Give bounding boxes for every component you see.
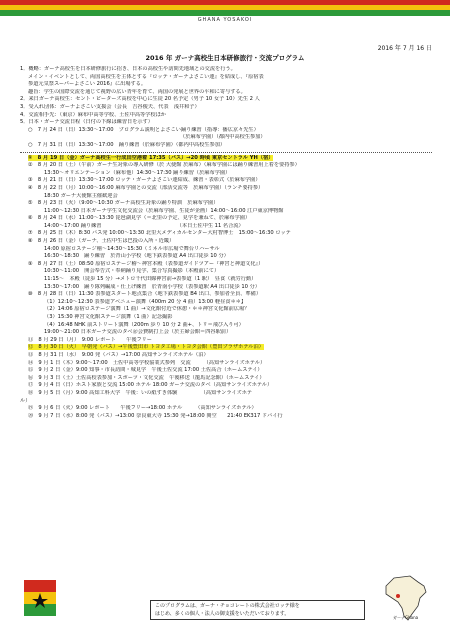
schedule-item-note: 18:30 ガーナ大使館主催歓迎会 <box>44 192 118 199</box>
sponsor-line-1: このプログラムは、ガーナ・チョコレートの株式会社ロッテ様を <box>155 603 300 609</box>
schedule-item: ⑱ 9 月 5 日（月）9:00 高知工科大学 午後：いの紙すき体験 （高知サンライズホテ <box>28 389 253 396</box>
page-title: 2016 年 ガーナ高校生日本研修旅行・交流プログラム <box>145 54 305 62</box>
schedule-item: ⑯ 9 月 3 日（土）土佐高校表参加・スポーツ・文化交流 午後移送（龍馬記念館）（ホームステイ） <box>28 374 265 381</box>
host-org-line: 3．受入れ団体：ガーナよさこい支援会（会長 吉谷俊夫、代表 浅井和子） <box>20 103 200 110</box>
toyota-highlight: ⑫ 8 月 30 日（火） 早朝発（バス）→午後豊田市 トヨタ工場・トヨタ会館（豊田プラザホテル泊） <box>28 344 264 351</box>
flag-band-green <box>0 10 450 16</box>
document-date: 2016 年 7 月 16 日 <box>377 45 432 52</box>
schedule-item <box>20 155 432 163</box>
schedule-item-note: 16:30〜18:30 踊り練習 於青山小学校（地下鉄表参道 A4 出口徒歩 10 分） <box>44 253 229 260</box>
schedule-item-wrap: ル） <box>20 397 31 404</box>
schedule-item: ⑧ 8 月 26 日（金）（ガーナ、土佐中生は巴投の入所・近畿） <box>28 238 175 245</box>
schedule-item-note: 10:30〜11:00 開会奉告式・奉納踊り見学、集合写真撮影（本殿前にて） <box>44 268 220 275</box>
schedule-item: ④ 8 月 22 日（月）10:00〜16:00 麻布学園との交流（部活交流等 於麻布学園）（ランチ要持参） <box>28 184 264 191</box>
sponsor-note <box>150 600 365 620</box>
schedule-item: ⑭ 9 月 1 日（木）9:00〜17:00 土佐中高等学校協業式参列 交流 （高知サンライズホテル） <box>28 359 266 366</box>
overview-line: 1．概略：ガーナ高校生を日本研修旅行に招き、日本の高校生や訪問先地域との交流を行う。 <box>20 66 236 72</box>
schedule-item-note: 11:15〜 本殿（徒歩 15 分）→メトロ千代田線神宮前→表参道（1 駅） 昼食（就労行動） <box>44 276 257 283</box>
schedule-item: ⑤ 8 月 23 日（火）（9:00〜10:30 ガーナ高校生対象の踊り特訓 於麻布学園） <box>28 200 219 207</box>
schedule-item-note: （4）16:48 NHK 前ストリート演舞（200m 歩り 10 分 2 曲+、トリ＝飛び入り可） <box>44 321 244 328</box>
schedule-body <box>20 66 432 420</box>
divider <box>20 152 432 153</box>
schedule-item: ○ 7 月 24 日（日）13:30〜17:00 プログラム説明とよさこい踊り練習（指導：播広京々先生） <box>28 126 259 133</box>
schedule-item: ⑬ 8 月 31 日（水） 9:00 発（バス）→17:00 高知サンライズホテル（泊） <box>28 351 209 358</box>
purpose-line: 趣旨：学生の国際交流を通じて視野の広い青年を育て、両国の発展と世界の平和に寄与する。 <box>28 88 246 95</box>
overview-line: メイン・イベントとして、両国高校生を主体とする『ロッテ・ガーナよさこい連』を結成し、『原宿表 <box>28 73 264 80</box>
schedule-item: ⑨ 8 月 27 日（土）08:50 原宿ロステージ稽〜神宮本殿（表参道ガイドツアー『神宮と神道文化』） <box>28 260 264 267</box>
schedule-item: ⑥ 8 月 24 日（水）11:00〜13:30 琵琶湖見学（＝北里の予定、見学を兼ねて、於麻布学園） <box>28 215 251 222</box>
schedule-item-note: 19:00〜21:00 日本ガーナ交流のタベ＠会費制打上会（於主婦会館＝四谷駅前） <box>44 329 232 336</box>
schedule-item-note: 13:30〜17:00 踊り隊列編成・仕上げ練習 於青南小学校（表参道駅 A4 出口徒歩 10 分） <box>44 283 260 290</box>
schedule-item: ⑪ 8 月 29 日（月） 9:00 レポート 午後フリー <box>28 336 152 343</box>
schedule-item-note: （3）15:30 神宮文化館ステージ演舞（1 曲）記念撮影 <box>44 314 173 320</box>
overview-line: 参道元気祭スーパーよさこい 2016』に出場する。 <box>28 81 147 88</box>
banner-text: GHANA YOSAKOI <box>197 17 253 23</box>
partners-line: 4．交流相手先：（東京）麻布中高等学校、土佐中高等学校ほか <box>20 111 166 118</box>
schedule-item: ⑩ 8 月 28 日（日）11:30 表参道スタート地点集合（地下鉄表参道 B4 出口、参加者全員、準備） <box>28 291 262 298</box>
schedule-item: ⑳ 9 月 7 日（水）8:00 発（バス）→13:00 奈良東大寺 15:30 発→18:00 関空 21:40 EK317 ドバイ行 <box>28 412 283 419</box>
ghana-star-decoration-icon <box>22 578 58 620</box>
schedule-item: ○ 7 月 31 日（日）13:30〜17:00 踊り練習（於麻布学園）（都内中高校生参加） <box>28 141 226 148</box>
schedule-item: ⑦ 8 月 25 日（木）8:30 バス発 10:00〜13:30 北里大メディカルセンター大村智博士 15:00〜16:30 ロッテ <box>28 230 291 237</box>
schedule-heading: 5．日本・ガーナ交流日程（日付の下線は練習日を示す） <box>20 119 153 126</box>
students-line: 2．来日ガーナ高校生：セント・ピーターズ高校を中心に生徒 20 名予定（男子 10 女子 10）先生 2 人 <box>20 96 260 103</box>
schedule-item-note: 11:00〜12:30 日本ガーナ学生文化交流会（於麻布学園、生徒が企画）14:00〜16:00 江戸東京博物館 <box>44 207 284 214</box>
schedule-item-note: （於麻布学園）（都内中高校生参加） <box>180 134 266 141</box>
schedule-item <box>20 344 432 352</box>
schedule-item-note: （2）14:06 原宿ロステージ演舞（1 曲）→文化館付近で休憩・＊＊神宮文化館前広場？ <box>44 306 250 313</box>
arrival-highlight: ① 8 月 19 日（金）ガーナ高校生一行成田空港着 17:35（バス）→20 時頃 東京セントラル YH（宿） <box>28 154 274 161</box>
schedule-item-note: 13:30〜オリエンテーション（麻布他）14:30〜17:30 踊り練習（於麻布学園） <box>44 169 231 176</box>
schedule-item-note: （1）12:10〜12:30 表参道アベニュー演舞（400m 20 分 4 曲）13:00 軽昼食＊＊】 <box>44 298 247 305</box>
schedule-item: ⑲ 9 月 6 日（火）9:00 レポート 午後フリー→18:00 ホテル （高知サンライズホテル） <box>28 405 257 412</box>
schedule-item-note: 14:00〜17:00 踊り練習 （本日土佐中生 11 名合流） <box>44 222 244 229</box>
africa-label: ガーナGhana <box>393 615 419 620</box>
sponsor-line-2: はじめ、多くの個人・法人の御支援をいただいております。 <box>155 611 290 617</box>
schedule-item-note: 14:00 原宿ロステージ稽〜14:30〜15:30（ミネル市広場で舞台リハーサル <box>44 245 220 252</box>
schedule-item: ⑰ 9 月 4 日（日）ホスト家族と交流 15:00 ホテル 18:00 ガーナ交流のタベ（高知サンライズホテル） <box>28 382 273 389</box>
schedule-item: ② 8 月 20 日（土）（午前）ガーナ生対象の導入研修（於 大使館 於麻布）（麻布学園には踊り練習用上着を要持参） <box>28 162 300 169</box>
schedule-item: ⑮ 9 月 2 日（金）9:00 知事・市長訪問・城見学 午後土佐交流 17:00 土佐高合（ホームステイ） <box>28 367 263 374</box>
schedule-item: ③ 8 月 21 日（日）13:30〜17:00 ロッテ・ガーナよさこい連結成、練習・表彰式（於麻布学園） <box>28 177 261 184</box>
